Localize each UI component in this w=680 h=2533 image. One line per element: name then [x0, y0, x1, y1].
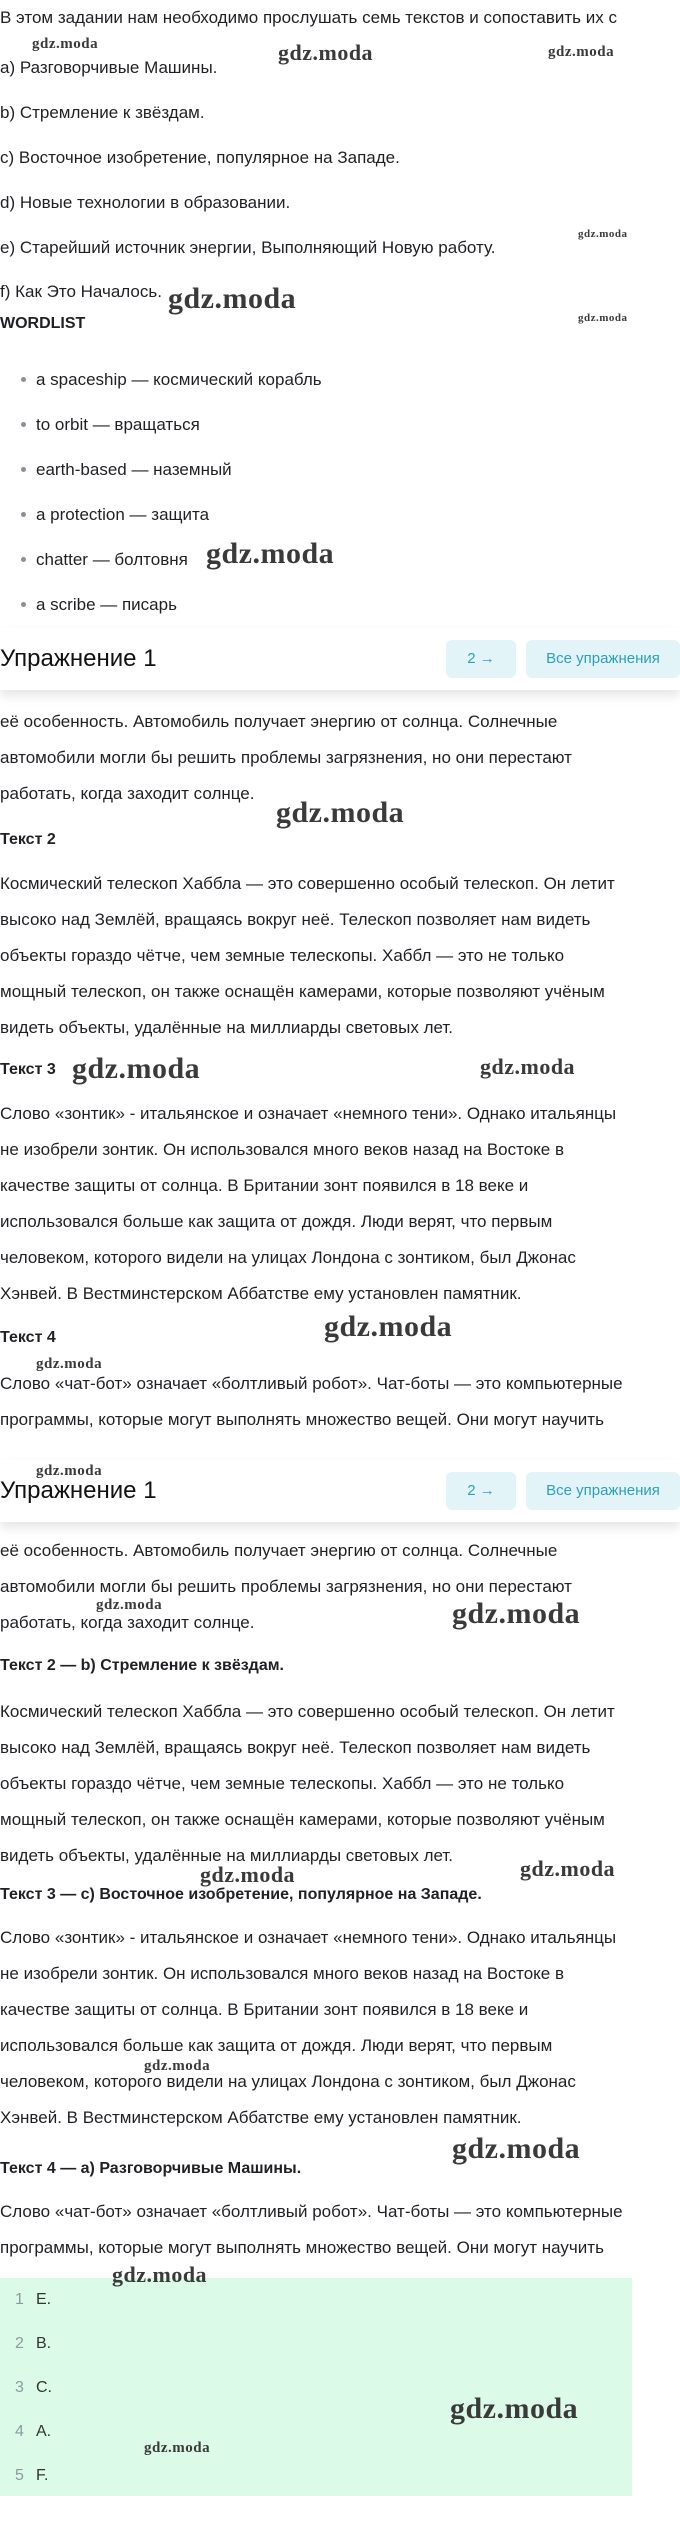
text-line: Космический телескоп Хаббла — это совершенно особый телескоп. Он летит	[0, 1702, 615, 1721]
text-line: человеком, которого видели на улицах Лондона с зонтиком, был Джонас	[0, 2072, 576, 2091]
text3-body	[0, 1096, 672, 1312]
answer-row	[0, 2278, 632, 2322]
text3-heading: Текст 3	[0, 1061, 56, 1078]
watermark: gdz.moda	[324, 1310, 453, 1343]
text-line: работать, когда заходит солнце.	[0, 1613, 255, 1632]
text-line: автомобили могли бы решить проблемы загрязнения, но они перестают	[0, 1577, 572, 1596]
all-exercises-button[interactable]: Все упражнения	[526, 1472, 680, 1510]
answer-row	[0, 2322, 632, 2366]
text-line: программы, которые могут выполнять множество вещей. Они могут научить	[0, 1410, 604, 1429]
watermark: gdz.moda	[36, 1463, 103, 1479]
watermark: gdz.moda	[578, 228, 628, 240]
next-exercise-button[interactable]: 2 →	[446, 1472, 516, 1510]
watermark: gdz.moda	[450, 2392, 579, 2425]
answer-number: 4	[15, 2423, 24, 2440]
intro-text: В этом задании нам необходимо прослушать семь текстов и сопоставить их с	[0, 8, 617, 27]
text3-body	[0, 1920, 672, 2136]
wordlist-item: a spaceship — космический корабль	[0, 357, 400, 402]
exercise-bar	[0, 628, 680, 690]
text-line: работать, когда заходит солнце.	[0, 784, 255, 803]
text-line: программы, которые могут выполнять множество вещей. Они могут научить	[0, 2238, 604, 2257]
watermark: gdz.moda	[96, 1597, 163, 1613]
answer-value: F.	[36, 2467, 49, 2484]
text-line: человеком, которого видели на улицах Лондона с зонтиком, был Джонас	[0, 1248, 576, 1267]
wordlist-item: a scribe — писарь	[0, 582, 400, 627]
watermark: gdz.moda	[144, 2440, 211, 2456]
exercise-title: Упражнение 1	[0, 1477, 157, 1504]
text2-body	[0, 1694, 672, 1874]
answer-number: 2	[15, 2335, 24, 2352]
text-line: не изобрели зонтик. Он использовался много веков назад на Востоке в	[0, 1964, 565, 1983]
watermark: gdz.moda	[452, 2132, 581, 2165]
next-exercise-button[interactable]: 2 →	[446, 640, 516, 678]
answer-value: C.	[36, 2379, 52, 2396]
wordlist-item: earth-based — наземный	[0, 447, 400, 492]
watermark: gdz.moda	[480, 1054, 576, 1079]
answer-number: 5	[15, 2467, 24, 2484]
option-a: a) Разговорчивые Машины.	[0, 58, 218, 77]
text-line: использовался больше как защита от дождя. Люди верят, что первым	[0, 1212, 553, 1231]
answer-number: 1	[15, 2291, 24, 2308]
text-line: её особенность. Автомобиль получает энергию от солнца. Солнечные	[0, 712, 558, 731]
text-line: автомобили могли бы решить проблемы загрязнения, но они перестают	[0, 748, 572, 767]
text-line: использовался больше как защита от дождя. Люди верят, что первым	[0, 2036, 553, 2055]
watermark: gdz.moda	[36, 1356, 103, 1372]
text4-heading: Текст 4	[0, 1329, 56, 1346]
watermark: gdz.moda	[32, 36, 99, 52]
text-line: не изобрели зонтик. Он использовался много веков назад на Востоке в	[0, 1140, 565, 1159]
watermark: gdz.moda	[278, 40, 374, 65]
option-b: b) Стремление к звёздам.	[0, 103, 205, 122]
text-line: качестве защиты от солнца. В Британии зонт появился в 18 веке и	[0, 1176, 529, 1195]
watermark: gdz.moda	[276, 796, 405, 829]
wordlist-item: chatter — болтовня	[0, 537, 400, 582]
text-line: мощный телескоп, он также оснащён камерами, которые позволяют учёным	[0, 982, 605, 1001]
watermark: gdz.moda	[168, 282, 297, 315]
answer-value: A.	[36, 2423, 52, 2440]
text2-heading: Текст 2	[0, 831, 56, 848]
text-line: видеть объекты, удалённые на миллиарды световых лет.	[0, 1018, 453, 1037]
text-line: Слово «зонтик» - итальянское и означает «немного тени». Однако итальянцы	[0, 1928, 617, 1947]
text-line: объекты гораздо чётче, чем земные телескопы. Хаббл — это не только	[0, 1774, 565, 1793]
exercise-title: Упражнение 1	[0, 645, 157, 672]
text-line: качестве защиты от солнца. В Британии зонт появился в 18 веке и	[0, 2000, 529, 2019]
watermark: gdz.moda	[200, 1862, 296, 1887]
watermark: gdz.moda	[548, 44, 615, 60]
wordlist-item: a protection — защита	[0, 492, 400, 537]
option-e: e) Старейший источник энергии, Выполняющий Новую работу.	[0, 238, 496, 257]
text-line: высоко над Землёй, вращаясь вокруг неё. Телескоп позволяет нам видеть	[0, 910, 591, 929]
answer-value: B.	[36, 2335, 52, 2352]
text-line: Слово «чат-бот» означает «болтливый робот». Чат-боты — это компьютерные	[0, 2202, 623, 2221]
text3-heading: Текст 3 — c) Восточное изобретение, популярное на Западе.	[0, 1886, 482, 1903]
wordlist-item: to orbit — вращаться	[0, 402, 400, 447]
text-line: видеть объекты, удалённые на миллиарды световых лет.	[0, 1846, 453, 1865]
watermark: gdz.moda	[578, 312, 628, 324]
watermark: gdz.moda	[72, 1052, 201, 1085]
all-exercises-button[interactable]: Все упражнения	[526, 640, 680, 678]
text-line: Космический телескоп Хаббла — это совершенно особый телескоп. Он летит	[0, 874, 615, 893]
text-line: высоко над Землёй, вращаясь вокруг неё. Телескоп позволяет нам видеть	[0, 1738, 591, 1757]
text-line: Хэнвей. В Вестминстерском Аббатстве ему установлен памятник.	[0, 1284, 522, 1303]
answer-row	[0, 2454, 632, 2498]
watermark: gdz.moda	[112, 2262, 208, 2287]
wordlist-heading: WORDLIST	[0, 315, 86, 332]
text-line: объекты гораздо чётче, чем земные телескопы. Хаббл — это не только	[0, 946, 565, 965]
watermark: gdz.moda	[520, 1856, 616, 1881]
answer-value: E.	[36, 2291, 52, 2308]
wordlist	[0, 357, 400, 627]
text4-heading: Текст 4 — a) Разговорчивые Машины.	[0, 2160, 302, 2177]
text-line: Слово «чат-бот» означает «болтливый робот». Чат-боты — это компьютерные	[0, 1374, 623, 1393]
text-line: Слово «зонтик» - итальянское и означает «немного тени». Однако итальянцы	[0, 1104, 617, 1123]
option-d: d) Новые технологии в образовании.	[0, 193, 291, 212]
option-c: c) Восточное изобретение, популярное на Западе.	[0, 148, 400, 167]
text4-body	[0, 2194, 672, 2266]
answer-number: 3	[15, 2379, 24, 2396]
text2-body	[0, 866, 672, 1046]
text4-body	[0, 1366, 672, 1438]
text2-heading: Текст 2 — b) Стремление к звёздам.	[0, 1657, 284, 1674]
option-f: f) Как Это Началось.	[0, 282, 162, 301]
text-line: Хэнвей. В Вестминстерском Аббатстве ему установлен памятник.	[0, 2108, 522, 2127]
answer-list	[0, 2278, 632, 2496]
text-line: её особенность. Автомобиль получает энергию от солнца. Солнечные	[0, 1541, 558, 1560]
text-line: мощный телескоп, он также оснащён камерами, которые позволяют учёным	[0, 1810, 605, 1829]
watermark: gdz.moda	[452, 1597, 581, 1630]
watermark: gdz.moda	[206, 537, 335, 570]
watermark: gdz.moda	[144, 2058, 211, 2074]
